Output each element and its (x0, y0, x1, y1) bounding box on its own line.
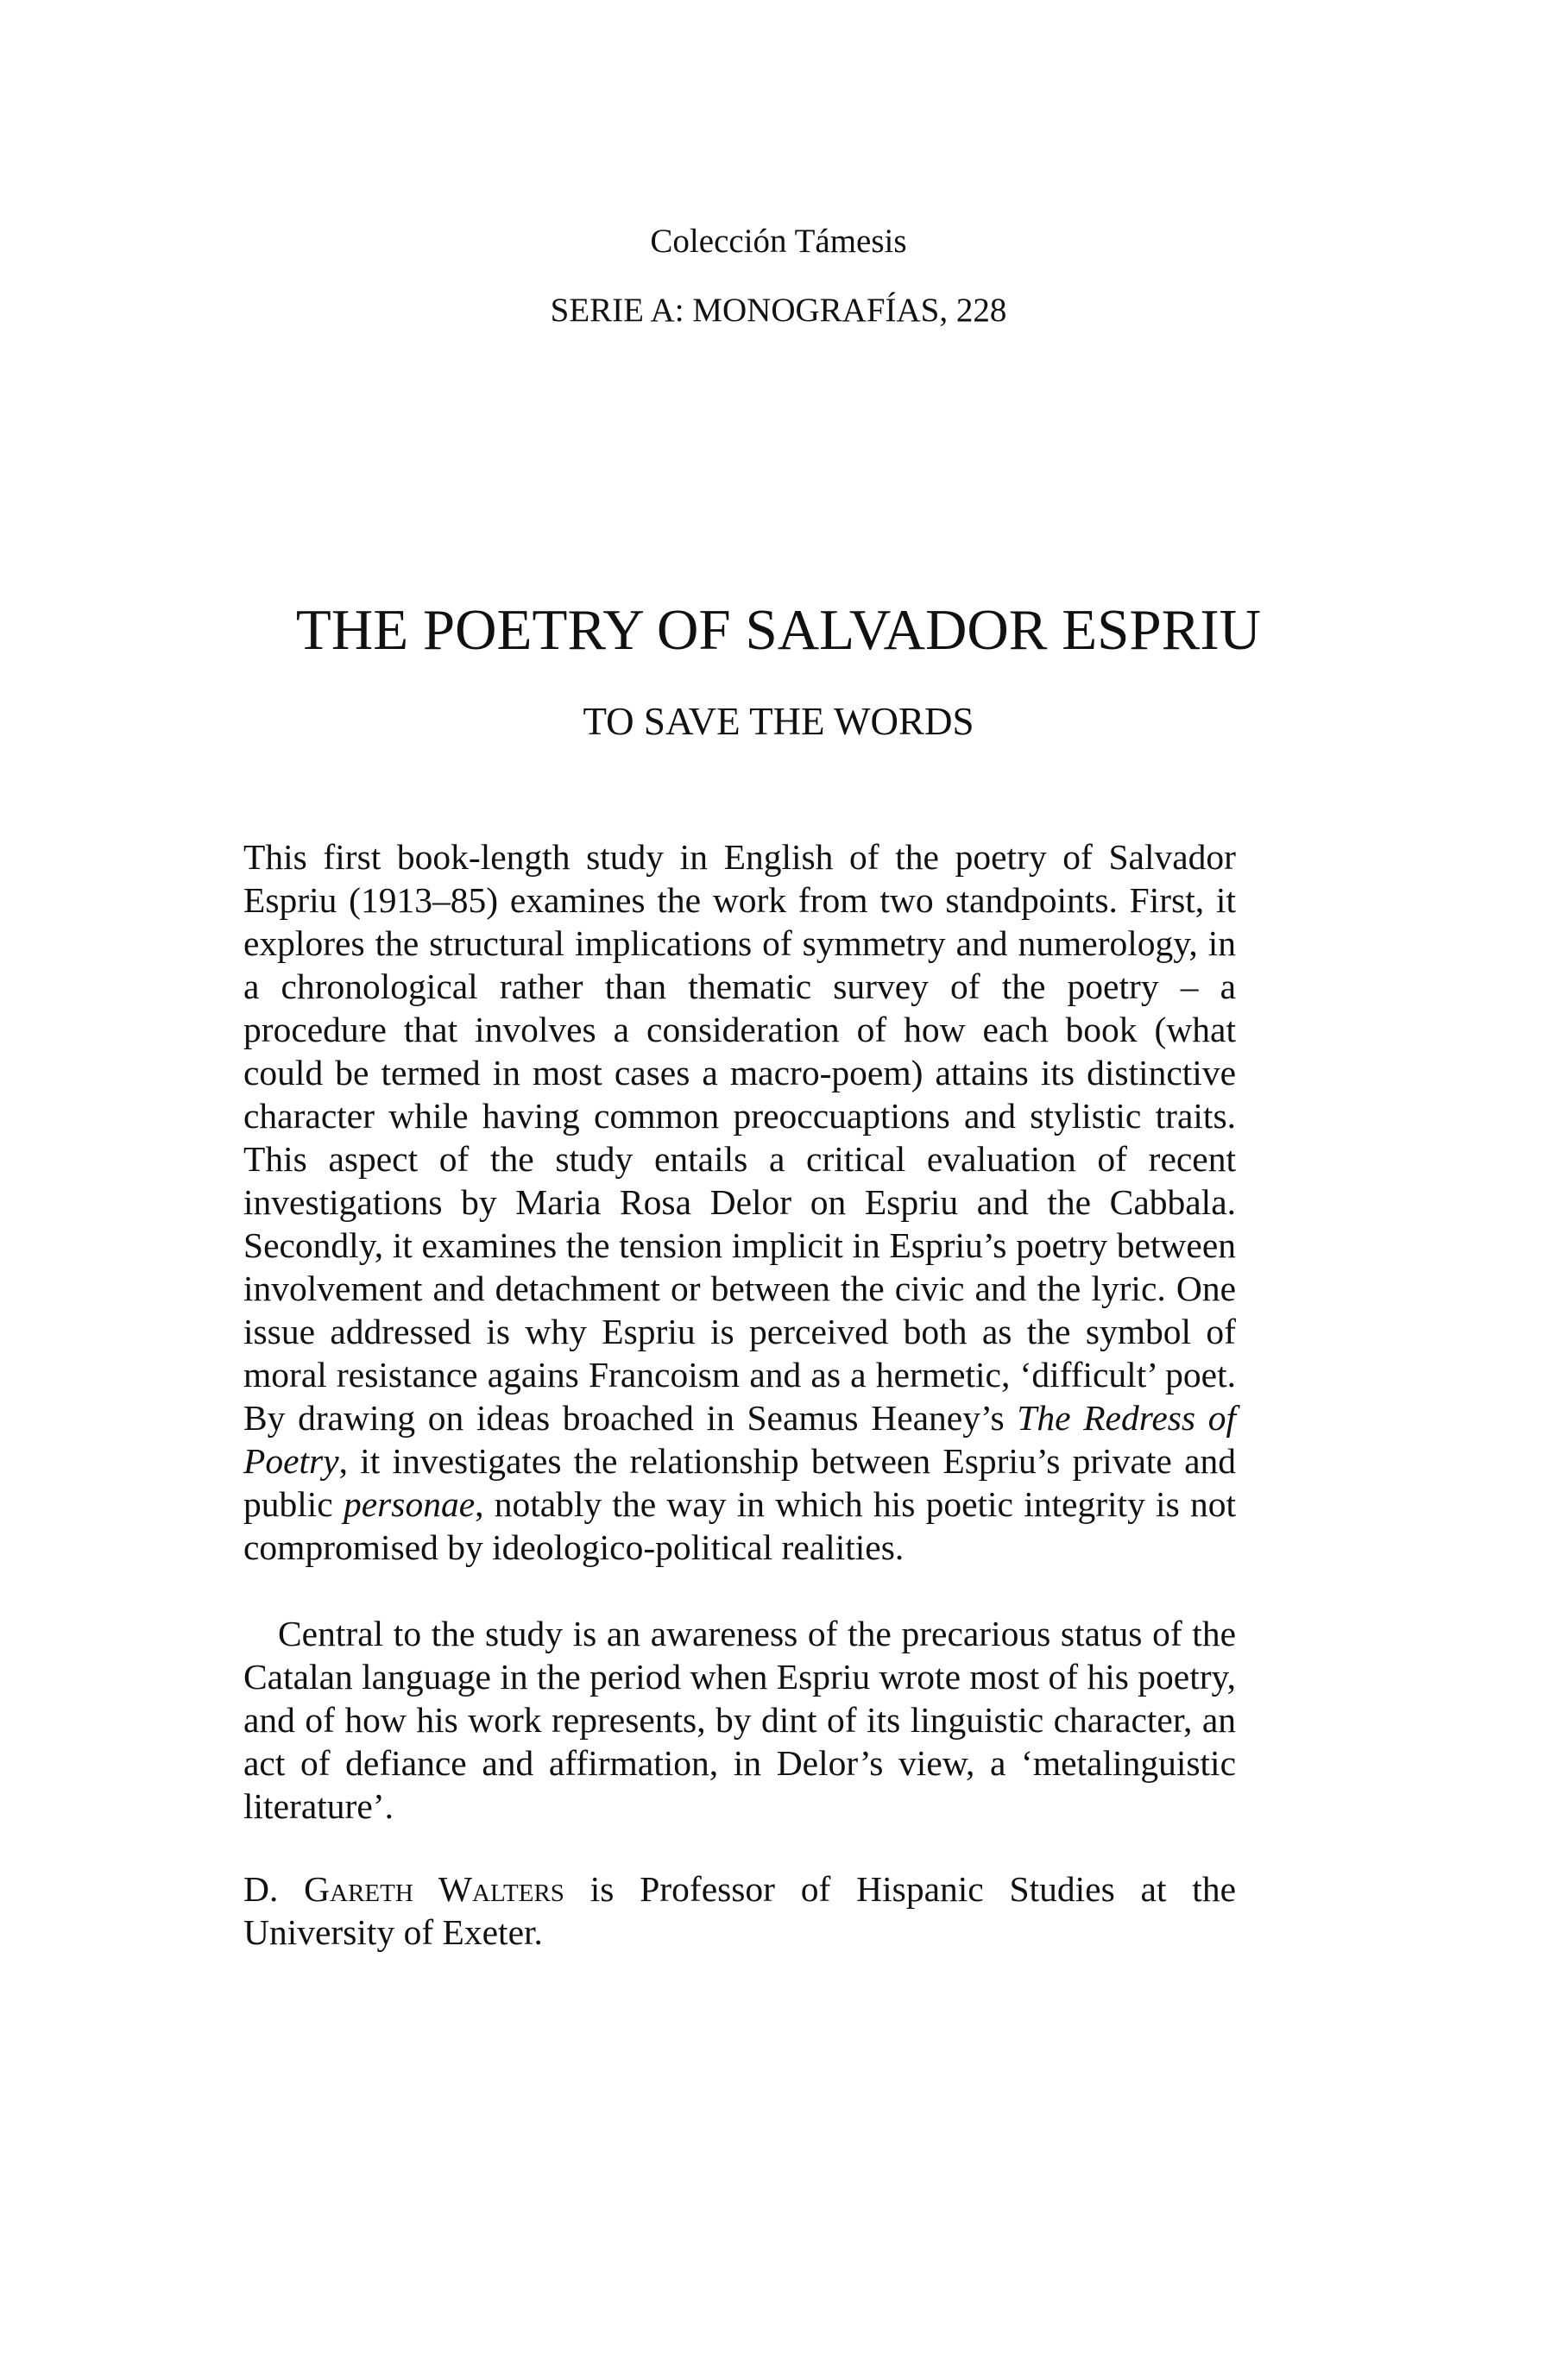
blurb-text: This first book-length study in English of the poetry of Salvador Espriu (1913–85) examines the work from two standpoints. First, it explores the structural implications of symmetry and numerology, in a chronological rather than thematic survey of the poetry – a procedure that involves a consideration of how each book (what could be termed in most cases a macro-poem) attains its distinctive character while having common preoccuaptions and stylistic traits. This aspect of the study entails a critical evaluation of recent investigations by Maria Rosa Delor on Espriu and the Cabbala. Secondly, it examines the tension implicit in Espriu’s poetry between involvement and detachment or between the civic and the lyric. One issue addressed is why Espriu is perceived both as the symbol of moral resistance agains Francoism and as a hermetic, ‘difficult’ poet. By drawing on ideas broached in Seamus Heaney’s (243, 837, 1236, 1438)
blurb-paragraph-1 (243, 835, 1236, 1569)
italic-term: personae (343, 1484, 476, 1524)
author-bio (243, 1867, 1236, 1954)
blurb-paragraph-2 (243, 1612, 1236, 1828)
author-bio-text: is Professor of Hispanic Studies at the University of Exeter. (243, 1869, 1236, 1952)
series-number: SERIE A: MONOGRAFÍAS, 228 (550, 292, 1007, 329)
blurb-text: Central to the study is an awareness of the precarious status of the Catalan language in the period when Espriu wrote most of his poetry, and of how his work represents, by dint of its linguistic character, an act of defiance and affirmation, in Delor’s view, a ‘metalinguistic literature’. (243, 1614, 1236, 1826)
book-title: THE POETRY OF SALVADOR ESPRIU (295, 598, 1262, 662)
cited-work-title: The Redress of Poetry (243, 1398, 1236, 1481)
series-name: Colección Támesis (650, 223, 907, 260)
author-name: D. Gareth Walters (243, 1869, 564, 1909)
book-subtitle: TO SAVE THE WORDS (583, 700, 974, 743)
blurb-text: , it investigates the relationship between Espriu’s private and public (243, 1441, 1236, 1524)
blurb-text: , notably the way in which his poetic integrity is not compromised by ideologico-political realities. (243, 1484, 1236, 1567)
